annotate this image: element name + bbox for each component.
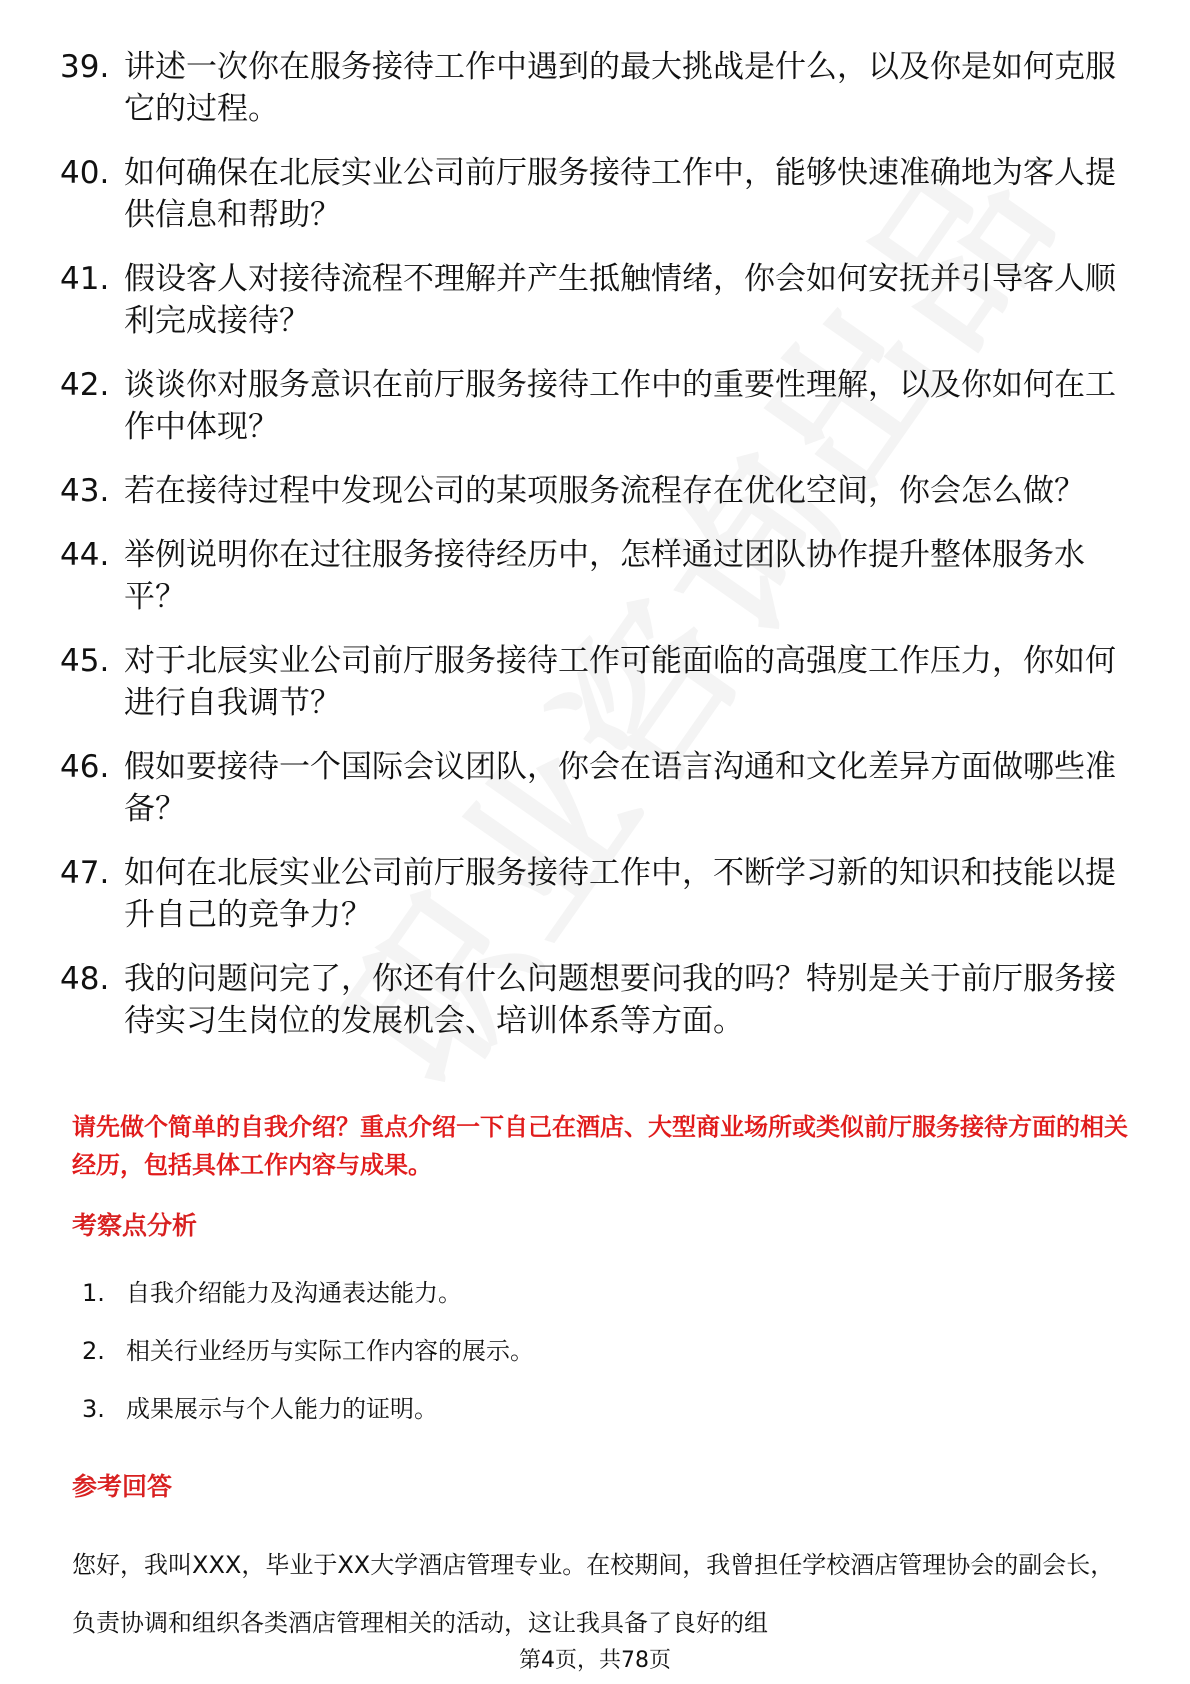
question-number: 47.: [60, 855, 110, 891]
answer-paragraph: 您好，我叫XXX，毕业于XX大学酒店管理专业。在校期间，我曾担任学校酒店管理协会的副会长，负责协调和组织各类酒店管理相关的活动，这让我具备了良好的组: [72, 1551, 1115, 1637]
question-number: 48.: [60, 961, 110, 997]
question-number: 44.: [60, 537, 110, 573]
item-number: 2.: [82, 1337, 105, 1365]
question-number: 40.: [60, 155, 110, 191]
analysis-list: [82, 1276, 1082, 1450]
question-number: 41.: [60, 261, 110, 297]
list-item: [82, 1334, 1082, 1368]
question-number: 39.: [60, 49, 110, 85]
question-text: 我的问题问完了，你还有什么问题想要问我的吗？特别是关于前厅服务接待实习生岗位的发展机会、培训体系等方面。: [124, 961, 1116, 1039]
question-text: 如何在北辰实业公司前厅服务接待工作中，不断学习新的知识和技能以提升自己的竞争力？: [124, 855, 1116, 933]
item-number: 1.: [82, 1279, 105, 1307]
question-number: 42.: [60, 367, 110, 403]
item-number: 3.: [82, 1395, 105, 1423]
list-item: [60, 46, 1120, 130]
analysis-heading: 考察点分析: [72, 1211, 198, 1240]
highlighted-question: 请先做个简单的自我介绍？重点介绍一下自己在酒店、大型商业场所或类似前厅服务接待方面的相关经历，包括具体工作内容与成果。: [72, 1113, 1128, 1179]
page-number: 第4页，共78页: [519, 1648, 671, 1673]
list-item: [82, 1276, 1082, 1310]
question-text: 讲述一次你在服务接待工作中遇到的最大挑战是什么，以及你是如何克服它的过程。: [124, 49, 1116, 127]
list-item: [60, 152, 1120, 236]
list-item: [60, 258, 1120, 342]
item-text: 相关行业经历与实际工作内容的展示。: [126, 1337, 534, 1365]
question-text: 若在接待过程中发现公司的某项服务流程存在优化空间，你会怎么做？: [124, 473, 1085, 509]
question-number: 45.: [60, 643, 110, 679]
item-text: 成果展示与个人能力的证明。: [126, 1395, 438, 1423]
list-item: [60, 470, 1120, 512]
list-item: [60, 364, 1120, 448]
list-item: [60, 534, 1120, 618]
question-number: 43.: [60, 473, 110, 509]
question-text: 如何确保在北辰实业公司前厅服务接待工作中，能够快速准确地为客人提供信息和帮助？: [124, 155, 1116, 233]
list-item: [60, 958, 1120, 1042]
question-text: 谈谈你对服务意识在前厅服务接待工作中的重要性理解，以及你如何在工作中体现？: [124, 367, 1116, 445]
item-text: 自我介绍能力及沟通表达能力。: [126, 1279, 462, 1307]
list-item: [60, 746, 1120, 830]
list-item: [82, 1392, 1082, 1426]
list-item: [60, 640, 1120, 724]
answer-heading: 参考回答: [72, 1472, 173, 1501]
question-text: 举例说明你在过往服务接待经历中，怎样通过团队协作提升整体服务水平？: [124, 537, 1085, 615]
list-item: [60, 852, 1120, 936]
question-text: 假设客人对接待流程不理解并产生抵触情绪，你会如何安抚并引导客人顺利完成接待？: [124, 261, 1116, 339]
question-number: 46.: [60, 749, 110, 785]
question-text: 对于北辰实业公司前厅服务接待工作可能面临的高强度工作压力，你如何进行自我调节？: [124, 643, 1116, 721]
question-list: [60, 46, 1120, 1064]
question-text: 假如要接待一个国际会议团队，你会在语言沟通和文化差异方面做哪些准备？: [124, 749, 1116, 827]
